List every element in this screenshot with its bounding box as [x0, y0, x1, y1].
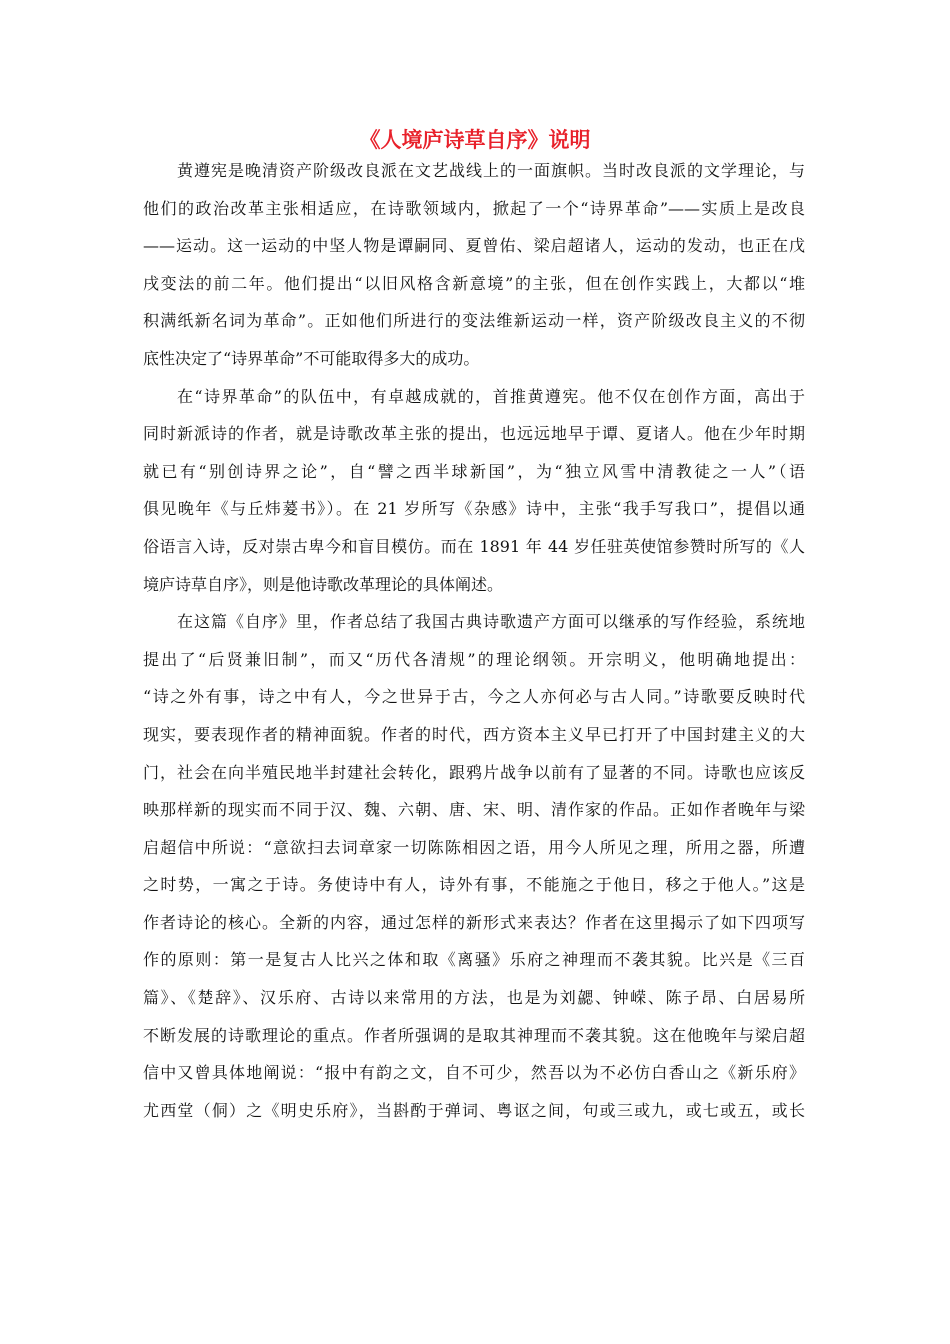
paragraph [143, 603, 805, 1129]
text-line: 积满纸新名词为革命”。正如他们所进行的变法维新运动一样，资产阶级改良主义的不彻 [143, 311, 805, 331]
text-line: 现实，要表现作者的精神面貌。作者的时代，西方资本主义早已打开了中国封建主义的大 [143, 724, 805, 744]
text-line: 作者诗论的核心。全新的内容，通过怎样的新形式来表达？作者在这里揭示了如下四项写 [143, 912, 805, 932]
text-line: 启超信中所说：“意欲扫去词章家一切陈陈相因之语，用今人所见之理，所用之器，所遭 [143, 837, 805, 857]
text-line: 黄遵宪是晚清资产阶级改良派在文艺战线上的一面旗帜。当时改良派的文学理论，与 [177, 161, 805, 180]
text-line: 就已有“别创诗界之论”，自“譬之西半球新国”，为“独立风雪中清教徒之一人”（语 [143, 461, 805, 481]
text-line: ——运动。这一运动的中坚人物是谭嗣同、夏曾佑、梁启超诸人，运动的发动，也正在戊 [143, 236, 805, 256]
text-line: 在“诗界革命”的队伍中，有卓越成就的，首推黄遵宪。他不仅在创作方面，高出于 [177, 386, 805, 406]
text-line: 戌变法的前二年。他们提出“以旧风格含新意境”的主张，但在创作实践上，大都以“堆 [143, 273, 805, 293]
text-line: 提出了“后贤兼旧制”，而又“历代各清规”的理论纲领。开宗明义，他明确地提出： [143, 649, 805, 669]
text-line: 俱见晚年《与丘炜萲书》）。在 21 岁所写《杂感》诗中，主张“我手写我口”，提倡以通 [143, 499, 805, 519]
text-line: 门，社会在向半殖民地半封建社会转化，跟鸦片战争以前有了显著的不同。诗歌也应该反 [143, 762, 805, 782]
text-line: 映那样新的现实而不同于汉、魏、六朝、唐、宋、明、清作家的作品。正如作者晚年与梁 [143, 800, 805, 820]
text-line: 底性决定了“诗界革命”不可能取得多大的成功。 [143, 348, 480, 368]
text-line: 信中又曾具体地阐说：“报中有韵之文，自不可少，然吾以为不必仿白香山之《新乐府》 [143, 1063, 805, 1083]
text-line: 俗语言入诗，反对崇古卑今和盲目模仿。而在 1891 年 44 岁任驻英使馆参赞时所写的《人 [143, 536, 805, 556]
document-title: 《人境庐诗草自序》说明 [359, 128, 591, 152]
paragraph [143, 152, 805, 378]
text-line: 境庐诗草自序》，则是他诗歌改革理论的具体阐述。 [143, 574, 504, 594]
paragraph [143, 378, 805, 604]
text-line: 作的原则：第一是复古人比兴之体和取《离骚》乐府之神理而不袭其貌。比兴是《三百 [143, 950, 805, 970]
text-line: 之时势，一寓之于诗。务使诗中有人，诗外有事，不能施之于他日，移之于他人。”这是 [143, 875, 805, 895]
text-line: 在这篇《自序》里，作者总结了我国古典诗歌遗产方面可以继承的写作经验，系统地 [177, 612, 805, 632]
text-line: 他们的政治改革主张相适应，在诗歌领域内，掀起了一个“诗界革命”——实质上是改良 [143, 198, 805, 218]
document-body [143, 152, 805, 1129]
text-line: “诗之外有事，诗之中有人，今之世异于古，今之人亦何必与古人同。”诗歌要反映时代 [143, 687, 805, 707]
text-line: 不断发展的诗歌理论的重点。作者所强调的是取其神理而不袭其貌。这在他晚年与梁启超 [143, 1025, 805, 1045]
text-line: 篇》、《楚辞》、汉乐府、古诗以来常用的方法，也是为刘勰、钟嵘、陈子昂、白居易所 [143, 988, 805, 1008]
text-line: 尤西堂（侗）之《明史乐府》，当斟酌于弹词、粤讴之间，句或三或九，或七或五，或长 [143, 1100, 805, 1120]
text-line: 同时新派诗的作者，就是诗歌改革主张的提出，也远远地早于谭、夏诸人。他在少年时期 [143, 424, 805, 444]
